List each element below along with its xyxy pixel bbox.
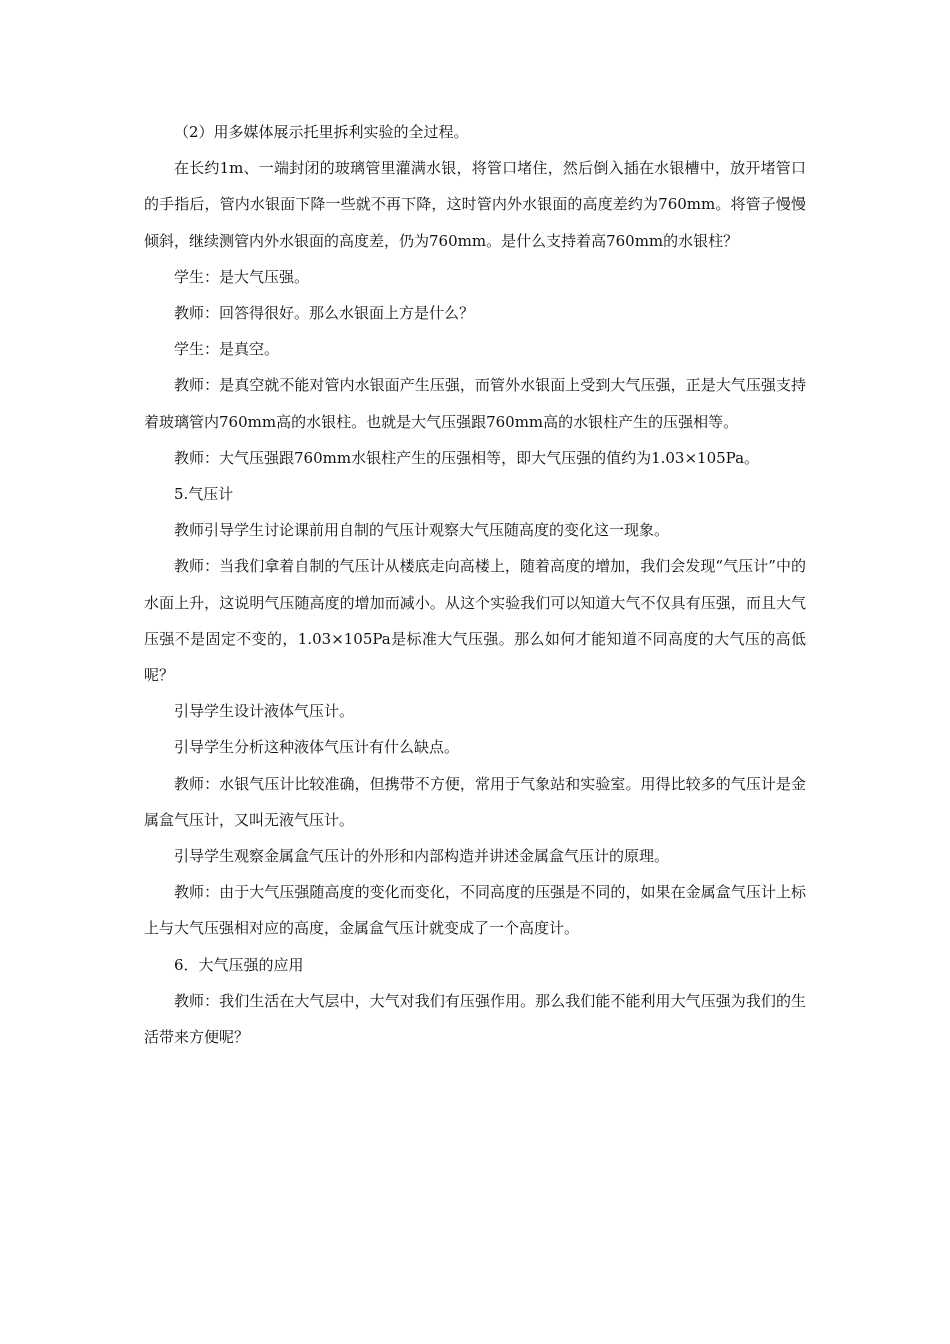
paragraph-teacher-barometer: 教师：当我们拿着自制的气压计从楼底走向高楼上，随着高度的增加，我们会发现“气压计”中的水面上升，这说明气压随高度的增加而减小。从这个实验我们可以知道大气不仅具有压强，而且大气压强不是固定不变的，1.03×105Pa是标准大气压强。那么如何才能知道不同高度的大气压的高低呢？ — [144, 557, 806, 685]
section-heading-barometer: 5.气压计 — [174, 485, 234, 504]
paragraph-teacher-mercury-barometer: 教师：水银气压计比较准确，但携带不方便，常用于气象站和实验室。用得比较多的气压计是金属盒气压计，又叫无液气压计。 — [144, 774, 806, 829]
paragraph-observe-aneroid: 引导学生观察金属盒气压计的外形和内部构造并讲述金属盒气压计的原理。 — [174, 847, 670, 866]
paragraph-design-liquid-barometer: 引导学生设计液体气压计。 — [174, 702, 355, 721]
paragraph-multimedia-demo: （2）用多媒体展示托里拆利实验的全过程。 — [174, 123, 469, 141]
paragraph-barometer-discussion: 教师引导学生讨论课前用自制的气压计观察大气压随高度的变化这一现象。 — [174, 521, 670, 540]
paragraph-teacher-explanation-1: 教师：是真空就不能对管内水银面产生压强，而管外水银面上受到大气压强，正是大气压强支持着玻璃管内760mm高的水银柱。也就是大气压强跟760mm高的水银柱产生的压强相等。 — [144, 376, 806, 431]
paragraph-teacher-applications: 教师：我们生活在大气层中，大气对我们有压强作用。那么我们能不能利用大气压强为我们的生活带来方便呢？ — [144, 991, 806, 1047]
paragraph-student-answer-1: 学生：是大气压强。 — [174, 267, 310, 286]
paragraph-teacher-altimeter: 教师：由于大气压强随高度的变化而变化，不同高度的压强是不同的，如果在金属盒气压计上标上与大气压强相对应的高度，金属盒气压计就变成了一个高度计。 — [144, 883, 806, 938]
paragraph-teacher-explanation-2: 教师：大气压强跟760mm水银柱产生的压强相等，即大气压强的值约为1.03×105Pa。 — [174, 448, 760, 467]
section-heading-applications: 6．大气压强的应用 — [174, 955, 304, 974]
paragraph-torricelli-experiment: 在长约1m、一端封闭的玻璃管里灌满水银，将管口堵住，然后倒入插在水银槽中，放开堵管口的手指后，管内水银面下降一些就不再下降，这时管内外水银面的高度差约为760mm。将管子慢慢倾斜，继续测管内外水银面的高度差，仍为760mm。是什么支持着高760mm的水银柱？ — [144, 159, 806, 250]
paragraph-teacher-question-1: 教师：回答得很好。那么水银面上方是什么？ — [174, 304, 475, 323]
paragraph-student-answer-2: 学生：是真空。 — [174, 340, 280, 359]
paragraph-analyze-drawbacks: 引导学生分析这种液体气压计有什么缺点。 — [174, 738, 460, 757]
document-body — [144, 114, 806, 1055]
